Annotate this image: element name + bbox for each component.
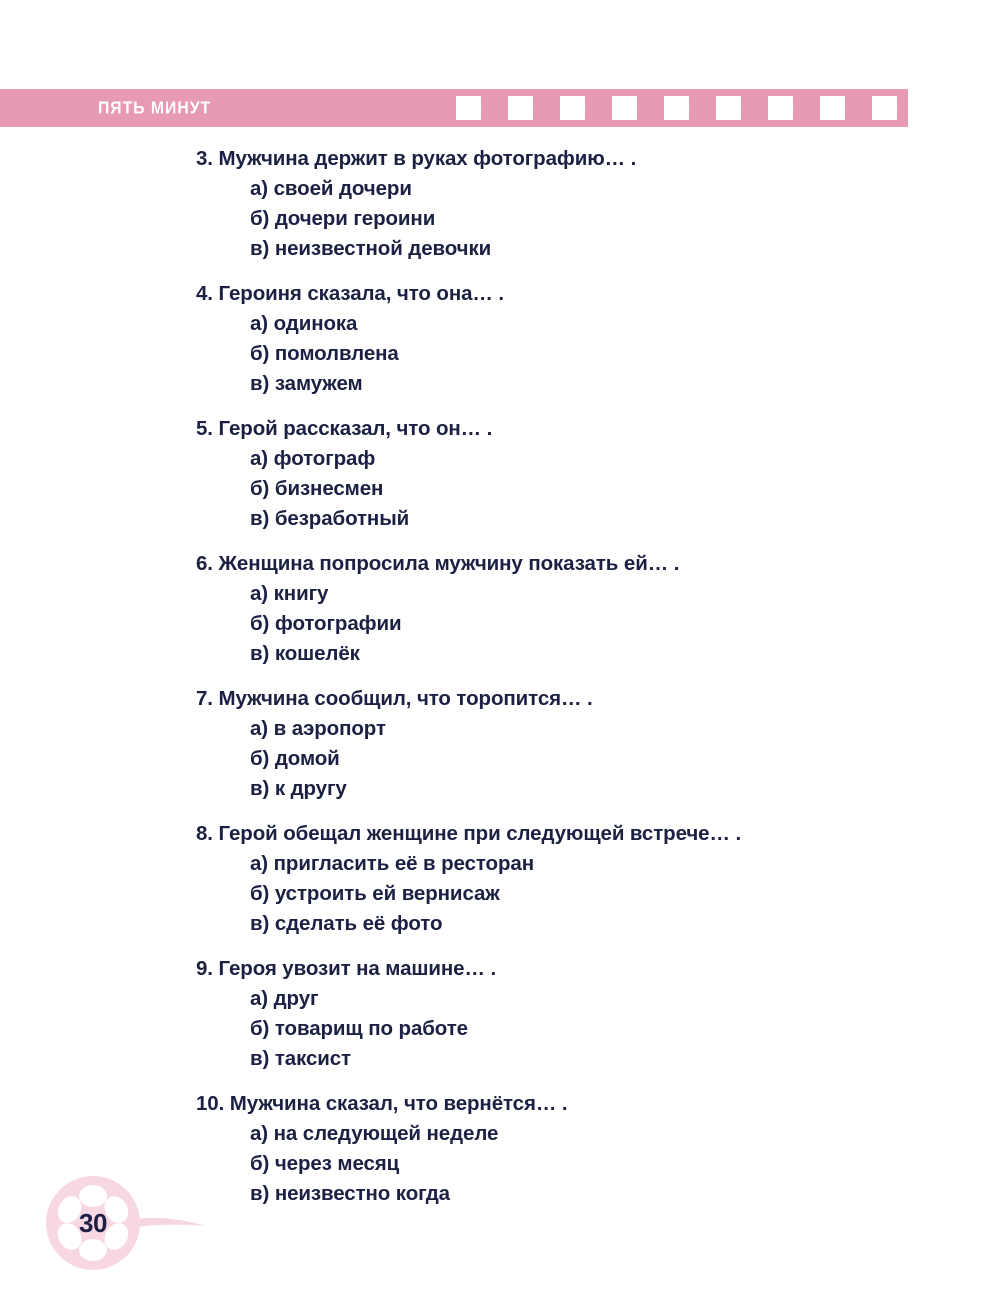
film-perforation-square xyxy=(820,96,845,120)
option-item[interactable]: а) друг xyxy=(250,987,319,1010)
page-number: 30 xyxy=(79,1207,107,1238)
film-perforation-square xyxy=(664,96,689,120)
question-block xyxy=(196,279,936,399)
film-perforation-square xyxy=(612,96,637,120)
question-block xyxy=(196,1089,936,1209)
film-perforation-square xyxy=(872,96,897,120)
option-list xyxy=(196,579,936,669)
film-perforation-square xyxy=(508,96,533,120)
option-item[interactable]: в) кошелёк xyxy=(250,642,360,665)
option-item[interactable]: в) неизвестной девочки xyxy=(250,237,492,260)
option-item[interactable]: б) устроить ей вернисаж xyxy=(250,882,500,905)
option-item[interactable]: б) фотографии xyxy=(250,612,402,635)
question-block xyxy=(196,144,936,264)
option-list xyxy=(196,984,936,1074)
question-block xyxy=(196,954,936,1074)
option-item[interactable]: б) домой xyxy=(250,747,340,770)
option-item[interactable]: в) замужем xyxy=(250,372,363,395)
question-text: 4. Героиня сказала, что она… . xyxy=(196,282,504,305)
option-item[interactable]: в) к другу xyxy=(250,777,347,800)
option-list xyxy=(196,849,936,939)
film-strip-tail-icon xyxy=(136,1210,222,1238)
option-item[interactable]: а) пригласить её в ресторан xyxy=(250,852,534,875)
question-block xyxy=(196,414,936,534)
option-list xyxy=(196,174,936,264)
option-item[interactable]: а) в аэропорт xyxy=(250,717,386,740)
page-title: ПЯТЬ МИНУТ xyxy=(98,97,212,118)
option-item[interactable]: в) безработный xyxy=(250,507,410,530)
option-item[interactable]: в) таксист xyxy=(250,1047,351,1070)
option-item[interactable]: в) сделать её фото xyxy=(250,912,443,935)
option-item[interactable]: а) на следующей неделе xyxy=(250,1122,499,1145)
film-perforation-square xyxy=(560,96,585,120)
film-perforation-square xyxy=(716,96,741,120)
option-item[interactable]: а) своей дочери xyxy=(250,177,412,200)
question-text: 10. Мужчина сказал, что вернётся… . xyxy=(196,1092,568,1115)
option-list xyxy=(196,309,936,399)
question-block xyxy=(196,549,936,669)
option-item[interactable]: б) через месяц xyxy=(250,1152,400,1175)
question-text: 5. Герой рассказал, что он… . xyxy=(196,417,493,440)
option-item[interactable]: а) фотограф xyxy=(250,447,376,470)
option-item[interactable]: а) одинока xyxy=(250,312,358,335)
film-perforation-strip xyxy=(456,96,897,120)
option-list xyxy=(196,444,936,534)
option-list xyxy=(196,1119,936,1209)
option-list xyxy=(196,714,936,804)
page-header-band xyxy=(0,89,908,127)
option-item[interactable]: в) неизвестно когда xyxy=(250,1182,450,1205)
question-text: 8. Герой обещал женщине при следующей встрече… . xyxy=(196,822,742,845)
option-item[interactable]: б) товарищ по работе xyxy=(250,1017,468,1040)
question-text: 6. Женщина попросила мужчину показать ей… . xyxy=(196,552,680,575)
question-block xyxy=(196,684,936,804)
question-block xyxy=(196,819,936,939)
option-item[interactable]: б) помолвлена xyxy=(250,342,399,365)
film-perforation-square xyxy=(768,96,793,120)
option-item[interactable]: б) дочери героини xyxy=(250,207,436,230)
film-perforation-square xyxy=(456,96,481,120)
question-text: 3. Мужчина держит в руках фотографию… . xyxy=(196,147,637,170)
question-text: 9. Героя увозит на машине… . xyxy=(196,957,497,980)
question-text: 7. Мужчина сообщил, что торопится… . xyxy=(196,687,593,710)
option-item[interactable]: а) книгу xyxy=(250,582,329,605)
quiz-question-list xyxy=(196,144,936,1209)
option-item[interactable]: б) бизнесмен xyxy=(250,477,384,500)
page-footer xyxy=(40,1168,260,1288)
